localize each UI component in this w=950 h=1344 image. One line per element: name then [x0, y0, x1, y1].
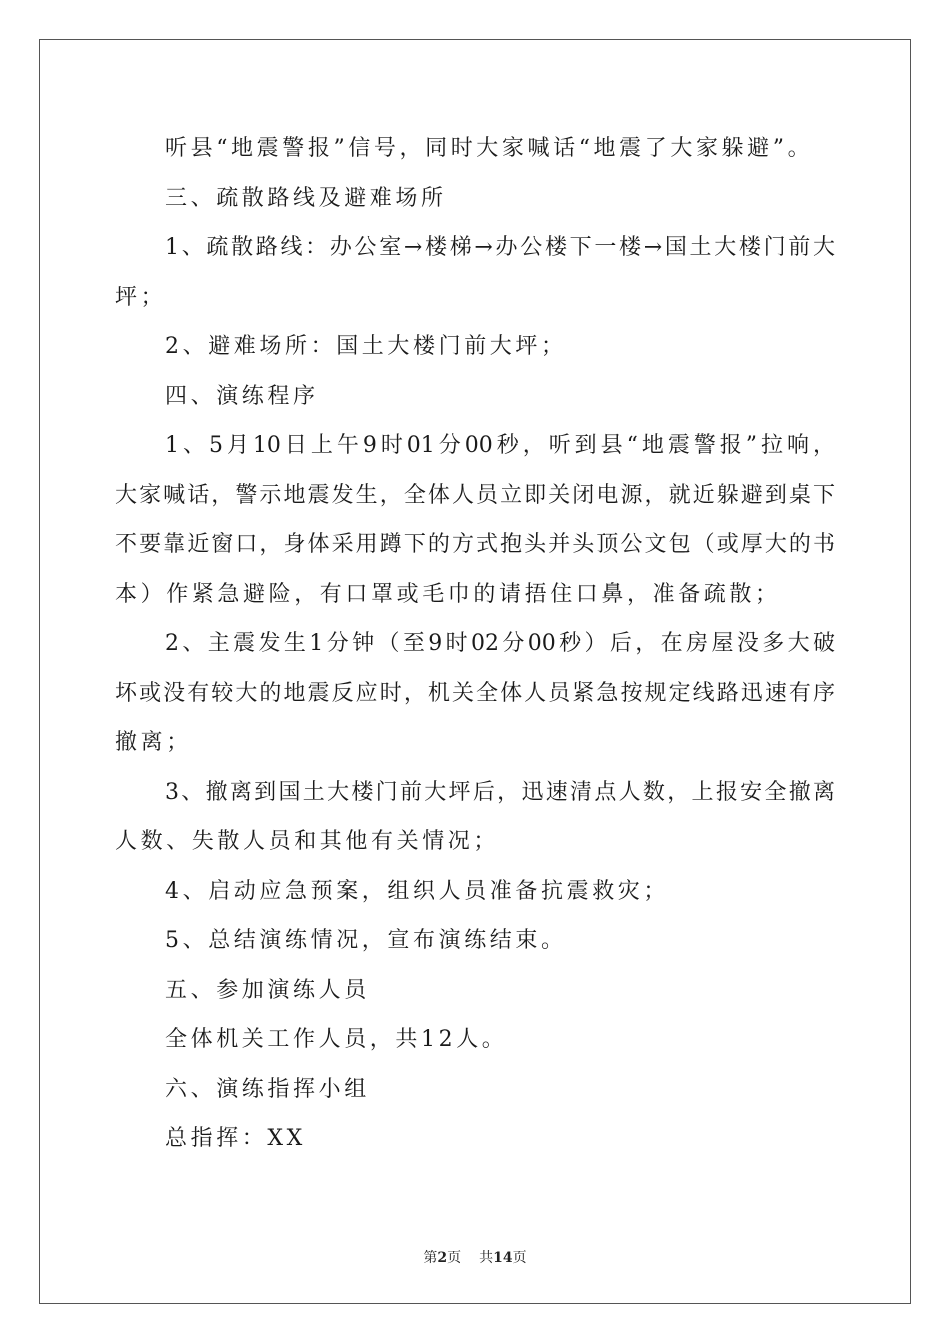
paragraph-line: 1、5月10日上午9时01分00秒，听到县“地震警报”拉响， [165, 433, 835, 458]
page-total: 14 [493, 1250, 513, 1266]
paragraph-line: 2、避难场所：国土大楼门前大坪； [165, 334, 567, 359]
page-footer [0, 1247, 950, 1267]
page-suffix: 页 [447, 1250, 462, 1266]
paragraph-line: 5、总结演练情况，宣布演练结束。 [165, 928, 567, 953]
paragraph-line: 坪； [115, 284, 167, 310]
total-prefix: 共 [479, 1250, 494, 1266]
paragraph-line: 4、启动应急预案，组织人员准备抗震救灾； [165, 878, 669, 904]
paragraph-line: 1、疏散路线：办公室→楼梯→办公楼下一楼→国土大楼门前大 [165, 235, 835, 260]
paragraph-line: 不要靠近窗口，身体采用蹲下的方式抱头并头顶公文包（或厚大的书 [115, 532, 835, 557]
document-body [115, 124, 835, 1164]
paragraph-line: 听县“地震警报”信号，同时大家喊话“地震了大家躲避”。 [165, 136, 814, 161]
total-suffix: 页 [512, 1250, 527, 1266]
paragraph-line: 大家喊话，警示地震发生，全体人员立即关闭电源，就近躲避到桌下 [115, 482, 835, 508]
paragraph-line: 撤离； [115, 730, 192, 755]
paragraph-line: 总指挥：XX [165, 1126, 306, 1151]
paragraph-line: 坏或没有较大的地震反应时，机关全体人员紧急按规定线路迅速有序 [115, 680, 835, 706]
section-heading: 五、参加演练人员 [165, 977, 370, 1003]
paragraph-line: 2、主震发生1分钟（至9时02分00秒）后，在房屋没多大破 [165, 631, 835, 656]
page-prefix: 第 [423, 1250, 438, 1266]
paragraph-line: 全体机关工作人员，共12人。 [165, 1027, 508, 1052]
section-heading: 四、演练程序 [165, 383, 319, 409]
paragraph-line: 人数、失散人员和其他有关情况； [115, 829, 500, 854]
paragraph-line: 本）作紧急避险，有口罩或毛巾的请捂住口鼻，准备疏散； [115, 581, 781, 607]
page-number: 2 [437, 1250, 448, 1266]
paragraph-line: 3、撤离到国土大楼门前大坪后，迅速清点人数，上报安全撤离 [165, 779, 835, 805]
section-heading: 六、演练指挥小组 [165, 1076, 370, 1102]
section-heading: 三、疏散路线及避难场所 [165, 185, 447, 211]
